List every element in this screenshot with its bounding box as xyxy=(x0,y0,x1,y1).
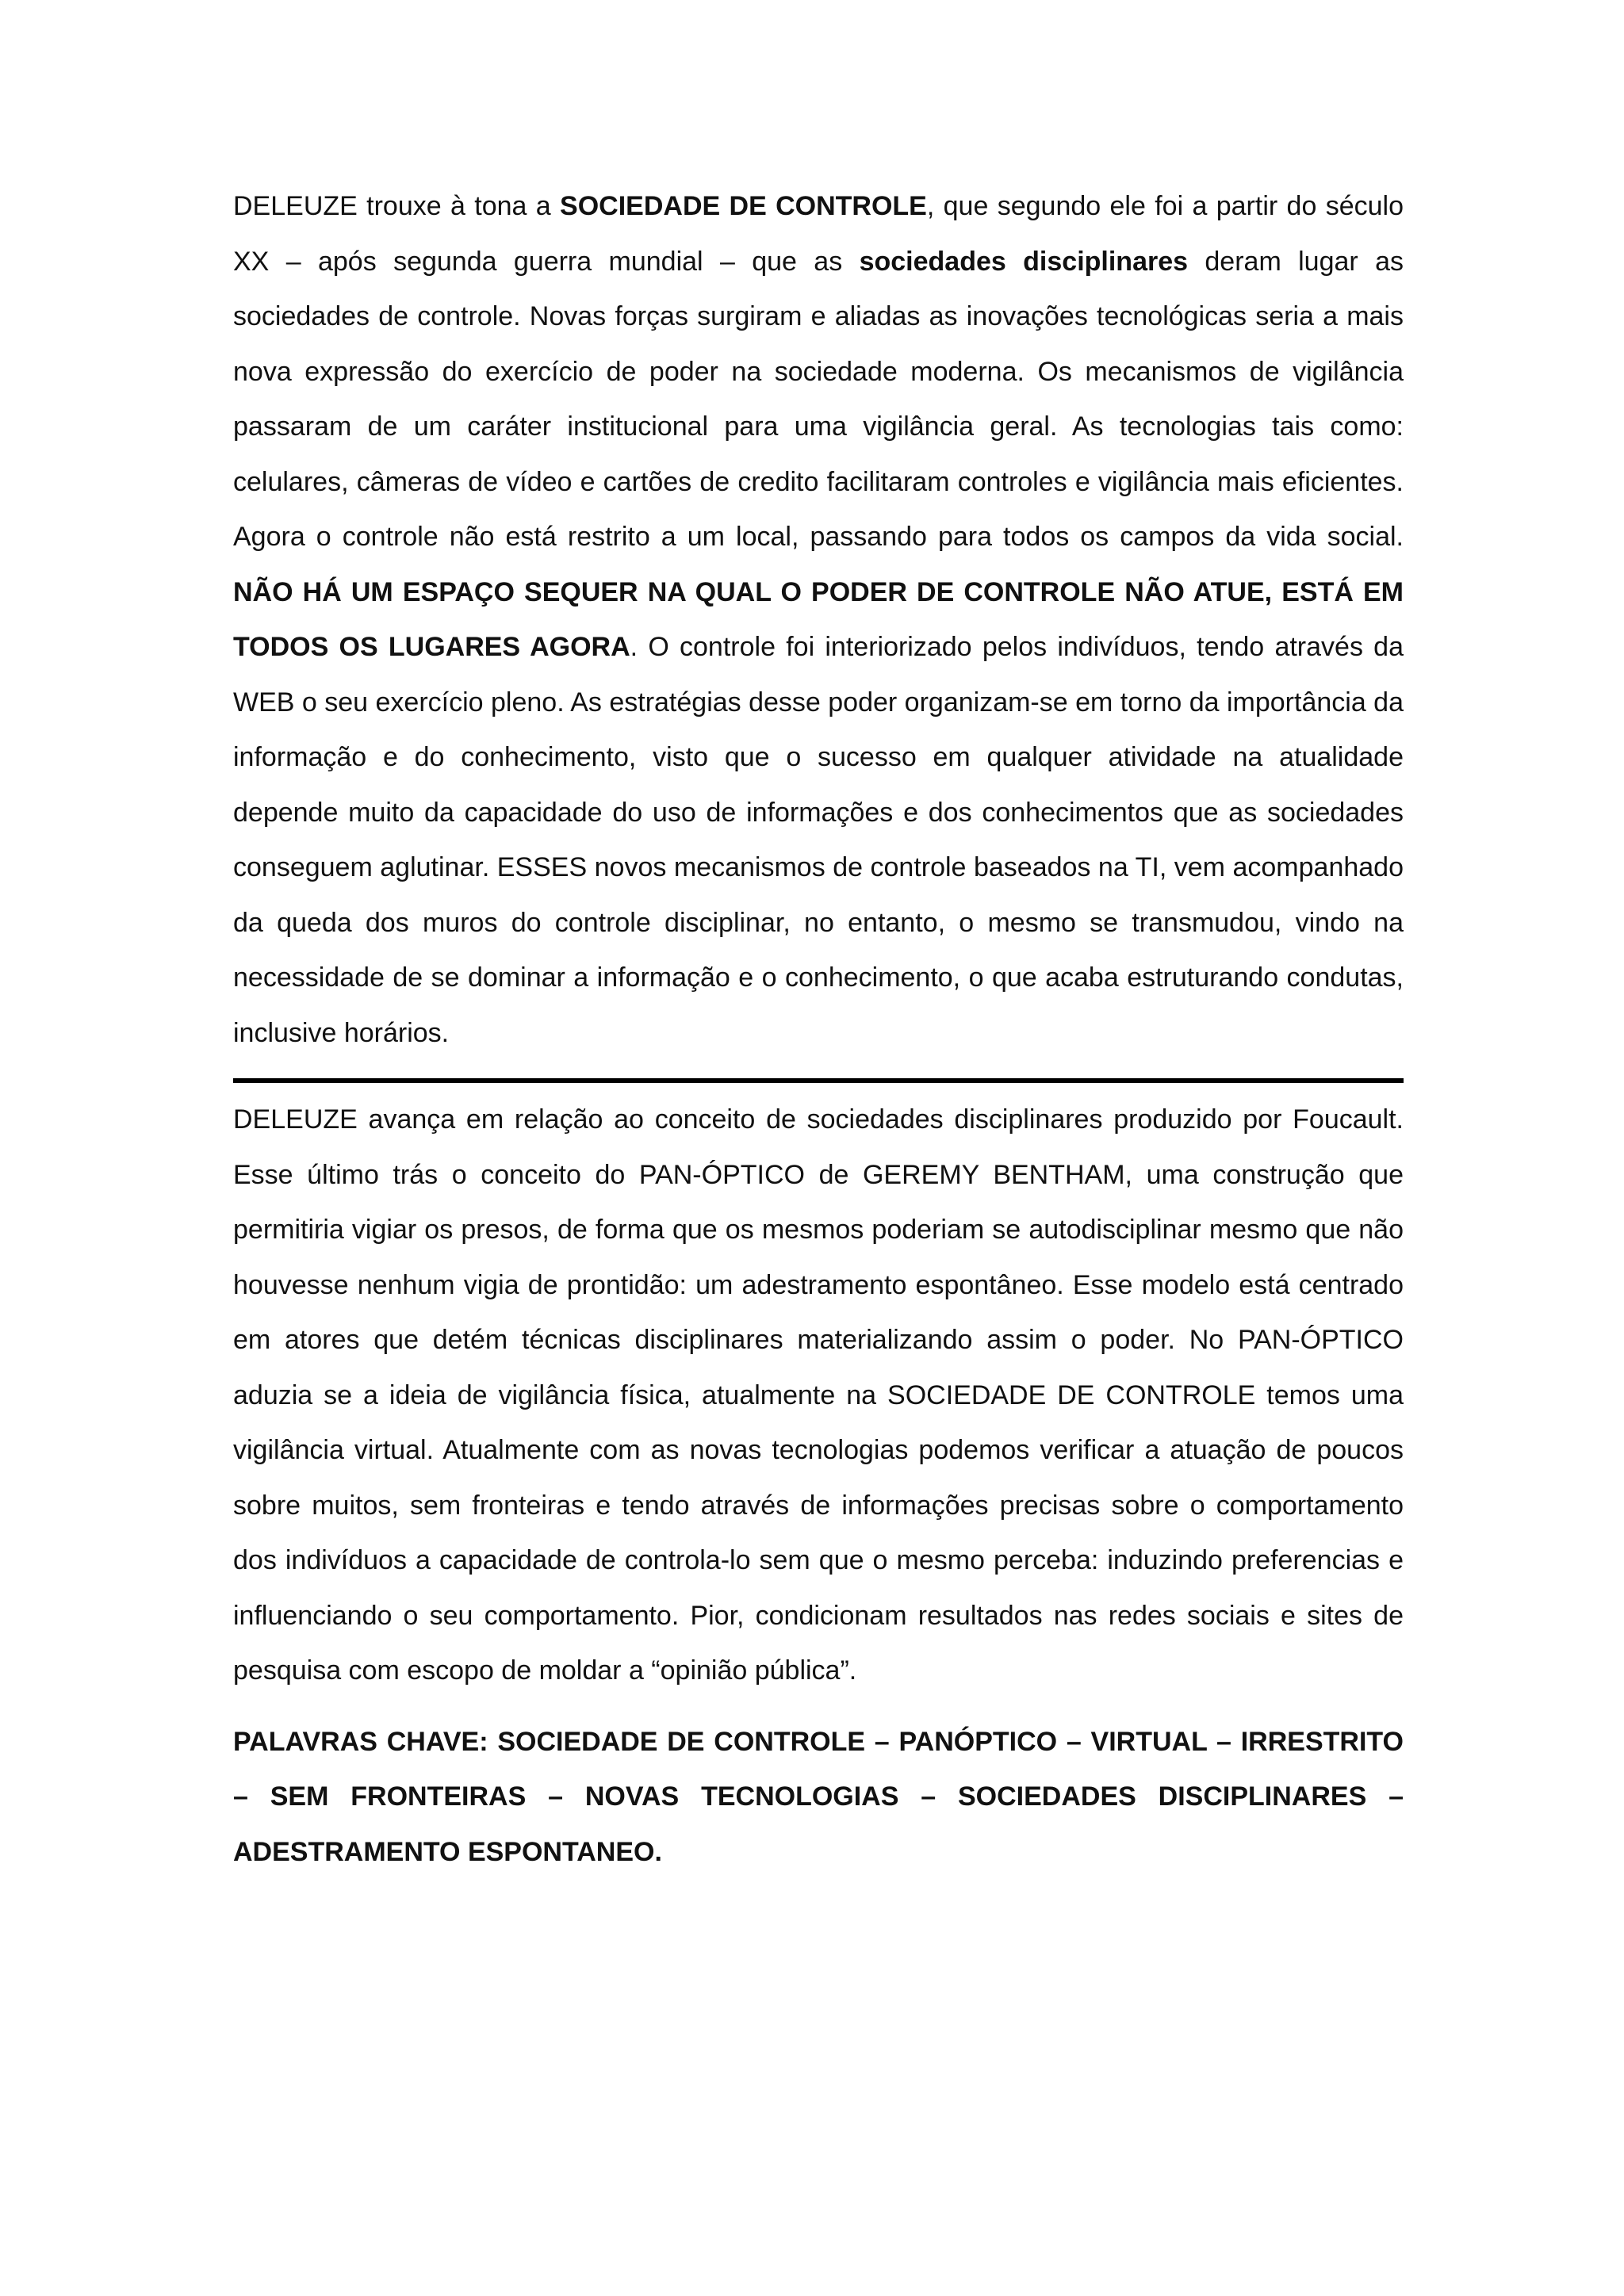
paragraph1-bold-sociedades-disciplinares: sociedades disciplinares xyxy=(859,246,1189,277)
paragraph-panoptico: DELEUZE avança em relação ao conceito de sociedades disciplinares produzido por Foucault. Esse último trás o conceito do PAN-ÓPTICO de GEREMY BENTHAM, uma construção que permitiria vigiar os presos, de forma que os mesmos poderiam se autodisciplinar mesmo que não houvesse nenhum vigia de prontidão: um adestramento espontâneo. Esse modelo está centrado em atores que detém técnicas disciplinares materializando assim o poder. No PAN-ÓPTICO aduzia se a ideia de vigilância física, atualmente na SOCIEDADE DE CONTROLE temos uma vigilância virtual. Atualmente com as novas tecnologias podemos verificar a atuação de poucos sobre muitos, sem fronteiras e tendo através de informações precisas sobre o comportamento dos indivíduos a capacidade de controla-lo sem que o mesmo perceba: induzindo preferencias e influenciando o seu comportamento. Pior, condicionam resultados nas redes sociais e sites de pesquisa com escopo de moldar a “opinião pública”. xyxy=(233,1104,1404,1686)
paragraph1-bold-sociedade-de-controle: SOCIEDADE DE CONTROLE xyxy=(560,191,927,221)
paragraph1-bold-statement: NÃO HÁ UM ESPAÇO SEQUER NA QUAL O PODER DE CONTROLE NÃO ATUE, ESTÁ EM TODOS OS LUGARES AGORA xyxy=(233,576,1404,662)
paragraph1-text-3: deram lugar as sociedades de controle. Novas forças surgiram e aliadas as inovações tecnológicas seria a mais nova expressão do exercício de poder na sociedade moderna. Os mecanismos de vigilância passaram de um caráter institucional para uma vigilância geral. As tecnologias tais como: celulares, câmeras de vídeo e cartões de credito facilitaram controles e vigilância mais eficientes. Agora o controle não está restrito a um local, passando para todos os campos da vida social. xyxy=(233,246,1404,552)
paragraph1-text-2: , que segundo ele foi a partir do século XX – após segunda guerra mundial – que as xyxy=(233,191,1404,277)
paragraph1-text-1: DELEUZE trouxe à tona a xyxy=(233,191,561,221)
section-divider xyxy=(233,1078,1404,1083)
keywords-paragraph: PALAVRAS CHAVE: SOCIEDADE DE CONTROLE – PANÓPTICO – VIRTUAL – IRRESTRITO – SEM FRONTEIRAS – NOVAS TECNOLOGIAS – SOCIEDADES DISCIPLINARES – ADESTRAMENTO ESPONTANEO. xyxy=(233,1726,1404,1867)
paragraph-sociedade-de-controle xyxy=(233,179,1404,1070)
document-body xyxy=(233,179,1404,1907)
paragraph1-text-4: . O controle foi interiorizado pelos indivíduos, tendo através da WEB o seu exercício pleno. As estratégias desse poder organizam-se em torno da importância da informação e do conhecimento, visto que o sucesso em qualquer atividade na atualidade depende muito da capacidade do uso de informações e dos conhecimentos que as sociedades conseguem aglutinar. ESSES novos mecanismos de controle baseados na TI, vem acompanhado da queda dos muros do controle disciplinar, no entanto, o mesmo se transmudou, vindo na necessidade de se dominar a informação e o conhecimento, o que acaba estruturando condutas, inclusive horários. xyxy=(233,632,1404,1048)
